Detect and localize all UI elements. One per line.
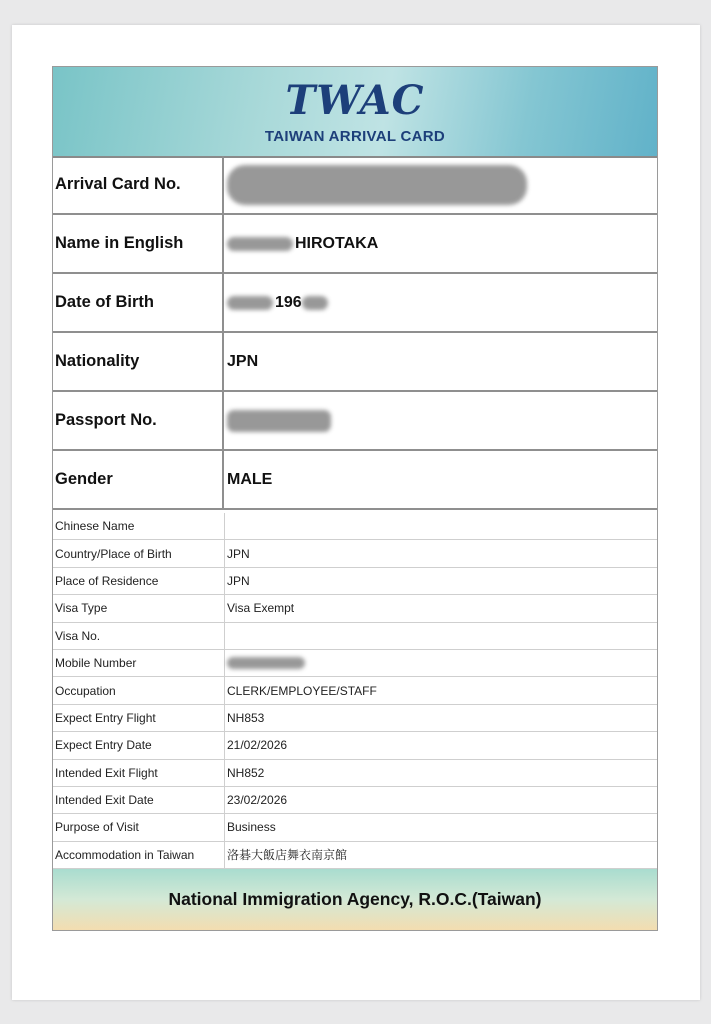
detail-label: Occupation [53, 677, 225, 703]
detail-label: Visa No. [53, 623, 225, 649]
twac-logo: TWAC [285, 77, 425, 124]
detail-label: Place of Residence [53, 568, 225, 594]
detail-label: Accommodation in Taiwan [53, 842, 225, 868]
field-value [224, 392, 657, 449]
detail-label: Chinese Name [53, 513, 225, 539]
agency-name: National Immigration Agency, R.O.C.(Taiwan) [168, 889, 542, 909]
field-label: Gender [53, 451, 224, 508]
detail-row [53, 705, 657, 732]
detail-value: NH852 [227, 765, 265, 780]
field-label: Arrival Card No. [53, 156, 224, 213]
field-value: JPN [227, 352, 259, 370]
arrival-card [52, 66, 658, 931]
redacted-value [227, 237, 293, 251]
field-row-gender [53, 451, 657, 510]
field-row-passport-no [53, 392, 657, 451]
detail-value [225, 513, 657, 539]
detail-label: Visa Type [53, 595, 225, 621]
detail-value: CLERK/EMPLOYEE/STAFF [227, 683, 377, 698]
field-value: MALE [227, 470, 273, 488]
field-label: Nationality [53, 333, 224, 390]
detail-row [53, 732, 657, 759]
redacted-value [227, 165, 527, 205]
redacted-value [227, 296, 273, 310]
field-label: Date of Birth [53, 274, 224, 331]
detail-row [53, 568, 657, 595]
field-value [224, 215, 657, 272]
card-footer [53, 869, 657, 930]
detail-label: Mobile Number [53, 650, 225, 676]
redacted-value [227, 410, 331, 432]
detail-row [53, 540, 657, 567]
detail-row [53, 760, 657, 787]
field-value [224, 274, 657, 331]
detail-label: Intended Exit Date [53, 787, 225, 813]
field-label: Name in English [53, 215, 224, 272]
detail-label: Expect Entry Date [53, 732, 225, 758]
detail-value [225, 623, 657, 649]
detail-row [53, 677, 657, 704]
detail-label: Purpose of Visit [53, 814, 225, 840]
detail-value: NH853 [227, 710, 265, 725]
field-value-text: 196 [275, 293, 302, 311]
primary-fields [53, 156, 657, 510]
field-row-nationality [53, 333, 657, 392]
field-value-text: HIROTAKA [295, 234, 379, 252]
detail-row [53, 814, 657, 841]
detail-label: Country/Place of Birth [53, 540, 225, 566]
detail-fields [53, 513, 657, 869]
detail-row [53, 623, 657, 650]
card-header [53, 67, 657, 158]
redacted-value [227, 657, 305, 669]
field-row-arrival-card-no [53, 156, 657, 215]
detail-value: 23/02/2026 [227, 793, 288, 808]
detail-label: Intended Exit Flight [53, 760, 225, 786]
redacted-value [302, 296, 328, 310]
detail-label: Expect Entry Flight [53, 705, 225, 731]
detail-row [53, 842, 657, 869]
detail-row [53, 787, 657, 814]
field-row-date-of-birth [53, 274, 657, 333]
card-title: TAIWAN ARRIVAL CARD [264, 128, 446, 145]
detail-row [53, 595, 657, 622]
detail-value: 21/02/2026 [227, 738, 288, 753]
field-label: Passport No. [53, 392, 224, 449]
detail-value: Visa Exempt [227, 601, 295, 616]
detail-row [53, 513, 657, 540]
detail-value: Business [227, 820, 276, 835]
field-row-name-english [53, 215, 657, 274]
detail-value: JPN [227, 573, 250, 588]
detail-row [53, 650, 657, 677]
detail-value: JPN [227, 546, 250, 561]
detail-value [225, 650, 657, 676]
field-value [224, 156, 657, 213]
detail-value: 洛碁大飯店舞衣南京館 [227, 848, 348, 863]
